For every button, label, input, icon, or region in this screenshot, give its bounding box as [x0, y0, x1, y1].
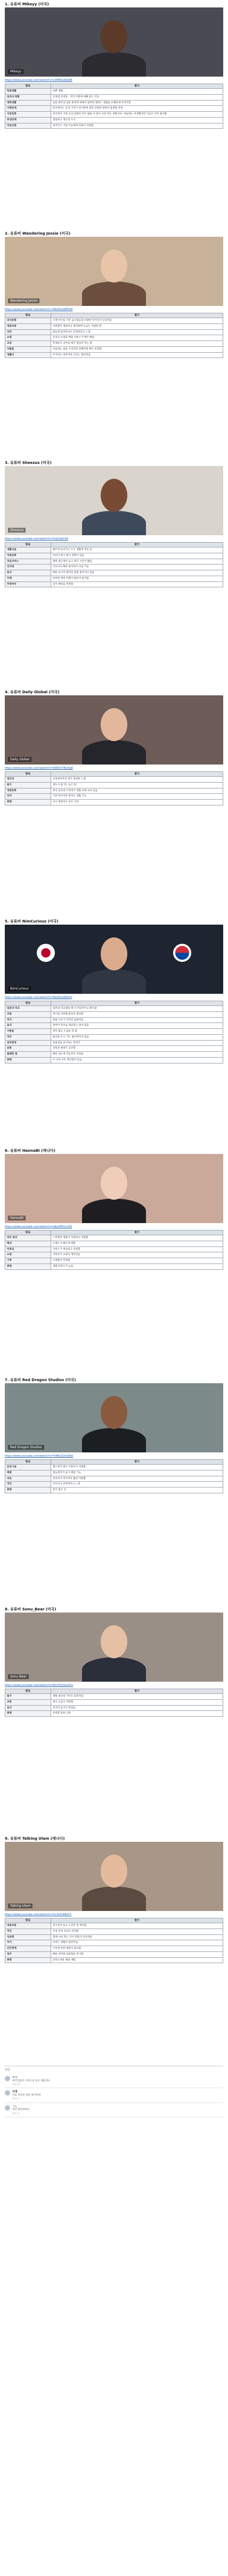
row-name: 인터넷: [5, 564, 51, 570]
table-row: [5, 1258, 223, 1264]
row-value: 독특한 테마 카페가 많아서 즐거움: [51, 576, 223, 581]
review-section: [5, 1, 223, 230]
person-head: [101, 1625, 127, 1658]
row-name: 총평: [5, 1711, 51, 1717]
table-row: [5, 100, 223, 106]
avatar: [5, 2105, 10, 2110]
table-header-row: [5, 1231, 223, 1235]
row-value: 생활 필수품 가격은 합리적임: [51, 1694, 223, 1700]
table-row: [5, 1235, 223, 1241]
table-row: [5, 323, 223, 329]
table-header-row: [5, 1460, 223, 1465]
comment-item: [5, 2074, 223, 2088]
table-row: [5, 112, 223, 118]
row-value: 생활 만족도가 높음: [51, 1264, 223, 1269]
video-thumbnail[interactable]: [5, 1383, 223, 1452]
row-name: 사람들: [5, 346, 51, 352]
video-channel-label: Talking Ulam: [8, 1904, 32, 1909]
comment-author[interactable]: ㄱㄴ: [12, 2105, 18, 2108]
table-header-row: [5, 84, 223, 89]
row-value: 깔끔하고 정돈된 도시: [51, 117, 223, 123]
header-content: 평가: [51, 543, 223, 547]
comment-body: [12, 2105, 223, 2115]
person-silhouette: [82, 52, 146, 77]
table-row: [5, 1264, 223, 1269]
avatar: [5, 2076, 10, 2081]
person-silhouette: [82, 281, 146, 306]
row-name: 주거: [5, 1940, 51, 1946]
row-value: 지하상가 쇼핑이 재미있음: [51, 1252, 223, 1258]
review-section: [5, 460, 223, 689]
table-row: [5, 1470, 223, 1476]
row-name: 음식: [5, 570, 51, 576]
table-row: [5, 800, 223, 805]
header-name: 항목: [5, 1231, 51, 1235]
row-value: 지하철이 깨끗하고 편리하며 요금도 저렴한 편: [51, 323, 223, 329]
row-value: 처음에는 낯을 가리지만 친해지면 매우 친절함: [51, 346, 223, 352]
person-head: [101, 1167, 127, 1200]
section-title: 8. 유튜버 Sonu_Bear (미국): [5, 1607, 56, 1611]
comment-author[interactable]: 익명: [12, 2090, 18, 2094]
row-value: 학생들이 공부를 매우 열심히 하는 편: [51, 341, 223, 347]
person-head: [101, 708, 127, 741]
table-row: [5, 352, 223, 358]
row-name: 일본과 비교: [5, 1006, 51, 1012]
review-table: [5, 1689, 223, 1717]
review-table: [5, 1918, 223, 1963]
review-table: [5, 542, 223, 587]
person-silhouette: [82, 1199, 146, 1223]
row-name: 쇼핑: [5, 335, 51, 341]
row-name: 직장문화: [5, 553, 51, 559]
row-name: 외식문화: [5, 318, 51, 324]
person-silhouette: [82, 1887, 146, 1911]
table-row: [5, 1711, 223, 1717]
row-name: 생활비: [5, 352, 51, 358]
table-row: [5, 94, 223, 100]
person-head: [101, 479, 127, 512]
row-value: 살기 좋은 곳: [51, 1488, 223, 1493]
row-name: 쇼핑: [5, 1252, 51, 1258]
row-value: 외국인도 가입 가능하며 비용이 저렴함: [51, 123, 223, 129]
review-table: [5, 771, 223, 805]
review-table: [5, 1459, 223, 1493]
comment-meta: 추천 12: [12, 2083, 20, 2086]
table-row: [5, 335, 223, 341]
row-name: 업무환경: [5, 1040, 51, 1046]
person-head: [101, 937, 127, 970]
header-content: 평가: [51, 1231, 223, 1235]
table-row: [5, 1929, 223, 1934]
row-value: 동문 위주의 입문 환경에 대해서 말하며 캠퍼스 생활을 유쾌하게 이야기함: [51, 100, 223, 106]
comment-body: [12, 2076, 223, 2085]
table-row: [5, 1951, 223, 1957]
row-value: 여성 혼자 다녀도 안전함: [51, 1929, 223, 1934]
review-section: [5, 1377, 223, 1606]
table-row: [5, 1699, 223, 1705]
row-value: 밤늦게 돌아다녀도 안전하다고 느낌: [51, 329, 223, 335]
row-value: 정이 많고 도움을 잘 줌: [51, 1029, 223, 1035]
japan-flag-icon: [37, 944, 55, 962]
header-content: 평가: [51, 1918, 223, 1923]
table-row: [5, 547, 223, 553]
header-name: 항목: [5, 1689, 51, 1694]
table-row: [5, 1482, 223, 1488]
row-name: 불편한 점: [5, 1052, 51, 1058]
row-name: 위생상태: [5, 117, 51, 123]
header-content: 평가: [51, 1689, 223, 1694]
video-thumbnail[interactable]: [5, 1613, 223, 1682]
table-row: [5, 777, 223, 783]
table-row: [5, 1705, 223, 1711]
header-name: 항목: [5, 772, 51, 777]
table-row: [5, 1029, 223, 1035]
table-row: [5, 318, 223, 324]
row-name: 의료서비스: [5, 559, 51, 564]
row-name: 대중교통: [5, 1923, 51, 1929]
row-name: 기후: [5, 1258, 51, 1264]
row-value: 진료비가 미국보다 훨씬 저렴함: [51, 1476, 223, 1482]
table-row: [5, 1957, 223, 1963]
table-row: [5, 570, 223, 576]
row-name: 총평: [5, 1488, 51, 1493]
video-channel-label: HannaBi: [8, 1216, 26, 1221]
comment-text: 다들 비슷한 점을 좋아하네: [12, 2093, 41, 2097]
video-thumbnail[interactable]: [5, 1842, 223, 1911]
row-value: 효율성을 중시하는 분위기: [51, 1040, 223, 1046]
video-link[interactable]: https://www.youtube.com/watch?v=bWDmTlKx5gA: [5, 767, 73, 770]
section-title: 6. 유튜버 HannaBi (캐나다): [5, 1149, 55, 1153]
table-row: [5, 1488, 223, 1493]
row-value: 밤늦게까지 음식 배달 가능: [51, 1470, 223, 1476]
table-row: [5, 1465, 223, 1470]
row-name: 인간관계: [5, 1946, 51, 1952]
row-name: 사회문제: [5, 106, 51, 112]
review-section: [5, 689, 223, 918]
header-name: 항목: [5, 1918, 51, 1923]
table-row: [5, 123, 223, 129]
row-value: 전통과 현대가 공존함: [51, 1046, 223, 1052]
row-name: 대중문화: [5, 788, 51, 794]
header-name: 항목: [5, 84, 51, 89]
row-name: 교육: [5, 341, 51, 347]
row-name: 식문화: [5, 1934, 51, 1940]
table-row: [5, 1940, 223, 1946]
comment-meta: 추천 3: [12, 2112, 19, 2115]
row-value: 사계절이 뚜렷함: [51, 1258, 223, 1264]
row-value: 두 나라 모두 장단점이 있음: [51, 1057, 223, 1063]
row-value: 물건을 두고 가도 잃어버리지 않음: [51, 1034, 223, 1040]
table-row: [5, 794, 223, 800]
row-value: 바쁜 생활: [51, 89, 223, 95]
section-title: 7. 유튜버 Red Dragon Studios (미국): [5, 1378, 76, 1382]
row-name: 의료보험: [5, 123, 51, 129]
row-value: 어디서나 안전하다고 느낌: [51, 1482, 223, 1488]
comment-author[interactable]: ㅇㅇ: [12, 2076, 18, 2080]
row-value: 빠른 속도에 적응하기 어려움: [51, 1052, 223, 1058]
row-name: 학창생활: [5, 89, 51, 95]
row-value: 어디서나 빠른 와이파이 사용 가능: [51, 564, 223, 570]
review-section: [5, 918, 223, 1148]
row-name: 패션: [5, 1241, 51, 1247]
table-row: [5, 1046, 223, 1052]
row-name: 교통: [5, 1699, 51, 1705]
video-link[interactable]: https://www.youtube.com/watch?v=L5MWLQbS0IE: [5, 79, 72, 82]
video-thumbnail[interactable]: [5, 466, 223, 535]
comments-header: 댓글: [5, 2068, 10, 2072]
table-row: [5, 564, 223, 570]
row-name: 치안: [5, 329, 51, 335]
review-table: [5, 313, 223, 358]
table-row: [5, 117, 223, 123]
video-link[interactable]: https://www.youtube.com/watch?v=aKx2P8rLm3Q: [5, 1225, 72, 1228]
section-title: 4. 유튜버 Daily Global (미국): [5, 690, 60, 694]
video-channel-label: NimCurious: [8, 986, 31, 992]
table-row: [5, 576, 223, 581]
review-section: [5, 1606, 223, 1835]
row-name: 교통: [5, 1011, 51, 1017]
row-name: 첫인상: [5, 777, 51, 783]
person-head: [101, 20, 127, 53]
row-name: 주거: [5, 1017, 51, 1023]
video-thumbnail[interactable]: [5, 7, 223, 77]
row-value: 스킨케어 제품이 다양하고 저렴함: [51, 1235, 223, 1241]
row-value: 매운 음식이 많지만 점점 좋아지고 있음: [51, 570, 223, 576]
row-name: 카페: [5, 576, 51, 581]
section-title: 9. 유튜버 Talking Ulam (캐나다): [5, 1837, 65, 1841]
row-name: 배달: [5, 1470, 51, 1476]
table-row: [5, 553, 223, 559]
row-name: 외모 관리: [5, 1235, 51, 1241]
row-value: 서비스가 세심하고 친절함: [51, 1247, 223, 1252]
video-link[interactable]: https://www.youtube.com/watch?v=Yt4RcD2mQ9w: [5, 1455, 74, 1458]
row-name: 운동시설: [5, 1465, 51, 1470]
row-value: 추천할 만한 나라: [51, 1711, 223, 1717]
row-value: 주거비는 비싸지만 식비는 합리적임: [51, 352, 223, 358]
video-link[interactable]: https://www.youtube.com/watch?v=hLJlcfwIL5A: [5, 537, 68, 541]
comment-meta: 추천 5: [12, 2097, 19, 2100]
review-section: [5, 1835, 223, 2065]
person-silhouette: [82, 969, 146, 994]
header-content: 평가: [51, 772, 223, 777]
table-row: [5, 788, 223, 794]
section-title: 5. 유튜버 NimCurious (미국): [5, 919, 59, 924]
video-thumbnail[interactable]: [5, 1154, 223, 1223]
row-value: 기본 한국어만 알아도 생활 가능: [51, 794, 223, 800]
row-name: 대학생활: [5, 100, 51, 106]
video-thumbnail[interactable]: [5, 237, 223, 306]
row-value: 안정됨 안정됨 · 지역 사회에 대해 좋은 인상: [51, 94, 223, 100]
row-name: 미용실: [5, 1247, 51, 1252]
header-name: 항목: [5, 543, 51, 547]
table-row: [5, 329, 223, 335]
row-value: 일본과 비교했을 때 더 역동적이고 활기참: [51, 1006, 223, 1012]
row-name: 문화: [5, 1046, 51, 1052]
video-channel-label: Wandering Jessie: [8, 298, 39, 304]
video-channel-label: Mikeyy: [8, 69, 23, 74]
row-name: 식당문화: [5, 112, 51, 118]
review-table: [5, 84, 223, 129]
table-header-row: [5, 1918, 223, 1923]
table-row: [5, 346, 223, 352]
row-name: 일자리 현황: [5, 94, 51, 100]
row-value: 한국에서 가장 인상 깊었던 것은 밥을 다 같이 나눠 먹는 문화이다. 처음에는 어색했지만 지금은 아주 좋아함: [51, 112, 223, 118]
video-channel-label: Red Dragon Studios: [8, 1445, 44, 1450]
row-name: 음식: [5, 1705, 51, 1711]
row-name: 총평: [5, 800, 51, 805]
row-name: 물가: [5, 1694, 51, 1700]
table-row: [5, 1011, 223, 1017]
avatar: [5, 2090, 10, 2096]
comment-body: [12, 2090, 223, 2100]
person-silhouette: [82, 1657, 146, 1682]
person-silhouette: [82, 511, 146, 535]
row-value: 야근이 잦고 회식 문화가 있음: [51, 553, 223, 559]
header-name: 항목: [5, 1001, 51, 1006]
row-value: 온라인 쇼핑과 배달 서비스가 매우 빠름: [51, 335, 223, 341]
video-link[interactable]: https://www.youtube.com/watch?v=Nq7KcxZ8p3U: [5, 996, 72, 999]
table-row: [5, 1247, 223, 1252]
table-row: [5, 1006, 223, 1012]
row-value: 헬스장이 많고 이용료가 저렴함: [51, 1465, 223, 1470]
table-row: [5, 581, 223, 587]
table-row: [5, 559, 223, 564]
table-header-row: [5, 543, 223, 547]
row-value: 트렌드가 빠르게 변함: [51, 1241, 223, 1247]
table-row: [5, 1241, 223, 1247]
table-row: [5, 1934, 223, 1940]
video-link[interactable]: https://www.youtube.com/watch?v=Bm7Qx3LwT2s: [5, 1684, 73, 1687]
row-value: 정시성이 높고 노선이 잘 정비됨: [51, 1923, 223, 1929]
table-row: [5, 1694, 223, 1700]
row-name: 대중교통: [5, 323, 51, 329]
row-value: 만족스러운 해외 생활: [51, 1957, 223, 1963]
row-name: 치안: [5, 1034, 51, 1040]
video-channel-label: Sonu Bear: [8, 1674, 29, 1680]
table-row: [5, 1023, 223, 1029]
row-value: 장기 체류를 추천함: [51, 581, 223, 587]
row-name: 물가: [5, 782, 51, 788]
review-section: [5, 1148, 223, 1377]
table-row: [5, 89, 223, 95]
review-table: [5, 1001, 223, 1063]
row-value: 원룸 구조가 작지만 실용적임: [51, 1017, 223, 1023]
table-row: [5, 1034, 223, 1040]
video-channel-label: Sheezus: [8, 528, 26, 533]
row-value: 빠른 처리와 성실함을 중시함: [51, 1951, 223, 1957]
row-value: 한국에서는 동적 기억이 증가하며 전투 인원에 관하여 충전함 추세: [51, 106, 223, 112]
row-name: 추천여부: [5, 581, 51, 587]
row-name: 언어: [5, 794, 51, 800]
comment-text: 정리 잘하셨네요: [12, 2108, 30, 2111]
section-title: 3. 유튜버 Sheezus (미국): [5, 461, 52, 465]
table-row: [5, 1252, 223, 1258]
table-row: [5, 1040, 223, 1046]
row-value: 반찬이 무료로 제공되는 점이 좋음: [51, 1023, 223, 1029]
person-silhouette: [82, 740, 146, 765]
row-name: 의료: [5, 1476, 51, 1482]
video-thumbnail[interactable]: [5, 925, 223, 994]
table-row: [5, 341, 223, 347]
table-row: [5, 1052, 223, 1058]
table-row: [5, 1923, 223, 1929]
header-content: 평가: [51, 1460, 223, 1465]
comment-list: [5, 2066, 223, 2117]
row-value: 오랜 역사를 가진 음식점들과 다양한 먹거리가 인상적임: [51, 318, 223, 324]
row-name: 업무: [5, 1951, 51, 1957]
person-head: [101, 250, 127, 282]
person-head: [101, 1855, 127, 1888]
row-value: 버스와 지하철 환승이 편리함: [51, 1011, 223, 1017]
row-name: 치안: [5, 1482, 51, 1488]
row-value: 빠르게 돌아가는 도시 생활에 적응 중: [51, 547, 223, 553]
row-name: 음식: [5, 1023, 51, 1029]
table-header-row: [5, 313, 223, 318]
row-value: 공항에서부터 질서 정연한 느낌: [51, 777, 223, 783]
table-row: [5, 782, 223, 788]
table-header-row: [5, 772, 223, 777]
video-channel-label: Daily Global: [8, 757, 31, 762]
comment-item: [5, 2088, 223, 2103]
row-value: 병원 접근성이 높고 대기 시간이 짧음: [51, 559, 223, 564]
row-name: 총평: [5, 1264, 51, 1269]
row-value: 나이에 따른 예절이 중요함: [51, 1946, 223, 1952]
row-name: 총평: [5, 1057, 51, 1063]
row-name: 총평: [5, 1957, 51, 1963]
row-name: 사람들: [5, 1029, 51, 1035]
section-title: 1. 유튜버 Mikeyy (미국): [5, 2, 49, 6]
korea-flag-icon: [173, 944, 191, 962]
header-name: 항목: [5, 313, 51, 318]
header-content: 평가: [51, 84, 223, 89]
row-value: 택시 요금이 저렴함: [51, 1699, 223, 1705]
table-header-row: [5, 1001, 223, 1006]
row-value: 길거리 음식이 맛있음: [51, 1705, 223, 1711]
comment-text: 외국인들의 시선으로 보니 새롭네요: [12, 2079, 50, 2082]
row-value: 함께 나눠 먹는 식사 문화가 인상적임: [51, 1934, 223, 1940]
person-silhouette: [82, 1428, 146, 1452]
comment-item: [5, 2103, 223, 2117]
person-head: [101, 1396, 127, 1429]
video-link[interactable]: https://www.youtube.com/watch?v=Rbd0hyWE5d0: [5, 308, 73, 311]
row-value: 대도시 물가는 높은 편: [51, 782, 223, 788]
review-section: [5, 230, 223, 460]
table-row: [5, 1946, 223, 1952]
header-name: 항목: [5, 1460, 51, 1465]
row-value: 한국 음악과 드라마가 생활 속에 녹아 있음: [51, 788, 223, 794]
review-table: [5, 1230, 223, 1270]
section-title: 2. 유튜버 Wandering Jessie (미국): [5, 231, 71, 236]
table-row: [5, 1057, 223, 1063]
header-content: 평가: [51, 1001, 223, 1006]
row-name: 생활리듬: [5, 547, 51, 553]
table-row: [5, 1476, 223, 1482]
header-content: 평가: [51, 313, 223, 318]
table-row: [5, 1017, 223, 1023]
row-name: 치안: [5, 1929, 51, 1934]
table-row: [5, 106, 223, 112]
video-thumbnail[interactable]: [5, 695, 223, 765]
video-link[interactable]: https://www.youtube.com/watch?v=Uc3nPv8KdY1: [5, 1913, 72, 1916]
row-value: 아파트 생활이 일반적임: [51, 1940, 223, 1946]
row-value: 다시 방문하고 싶은 나라: [51, 800, 223, 805]
table-header-row: [5, 1689, 223, 1694]
